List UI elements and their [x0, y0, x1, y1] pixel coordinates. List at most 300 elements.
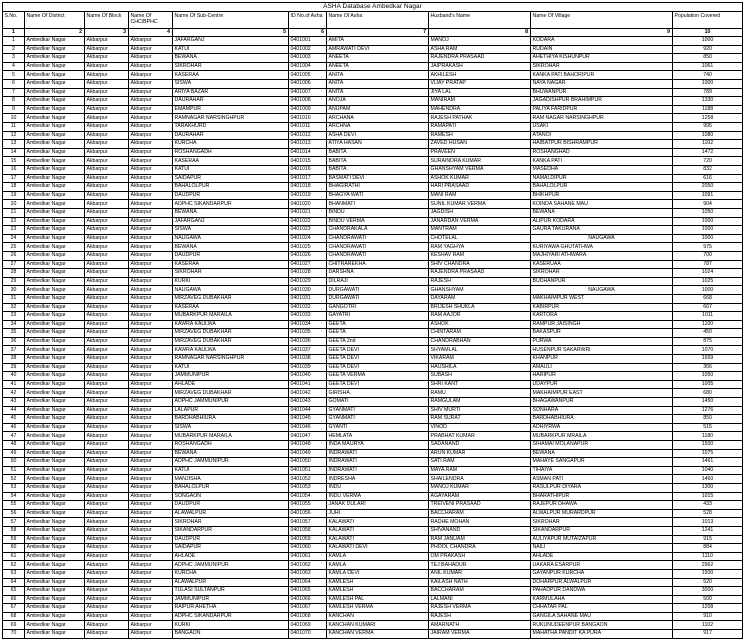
- cell-id-no: 0401063: [289, 569, 327, 578]
- cell-district: Ambedkar Nagar: [25, 380, 85, 389]
- cell-asha-name: KAMLA: [327, 561, 429, 570]
- cell-id-no: 0401029: [289, 277, 327, 286]
- table-row[interactable]: [3, 54, 743, 63]
- cell-asha-name: BINDU: [327, 208, 429, 217]
- cell-block: Akbarpur: [85, 346, 129, 355]
- cell-husband-name: SHYAMLAL: [429, 346, 531, 355]
- cell-population: 1300: [673, 483, 743, 492]
- cell-husband-name: RAJENDRA PRASAAD: [429, 54, 531, 63]
- cell-sno: 29: [3, 277, 25, 286]
- cell-chc-bphc: Akbarpur: [129, 569, 173, 578]
- table-row[interactable]: [3, 449, 743, 458]
- table-row[interactable]: [3, 569, 743, 578]
- cell-district: Ambedkar Nagar: [25, 518, 85, 527]
- table-row[interactable]: [3, 595, 743, 604]
- cell-id-no: 0401006: [289, 80, 327, 89]
- cell-asha-name: KAMLESH: [327, 587, 429, 596]
- cell-sno: 9: [3, 105, 25, 114]
- cell-chc-bphc: Akbarpur: [129, 415, 173, 424]
- table-row[interactable]: [3, 88, 743, 97]
- column-number-8: 8: [429, 28, 531, 37]
- cell-village: GAURA TAKURANA: [531, 226, 673, 235]
- table-row[interactable]: [3, 372, 743, 381]
- cell-husband-name: ANIL KUMAR: [429, 569, 531, 578]
- table-row[interactable]: [3, 157, 743, 166]
- cell-asha-name: ANEETA: [327, 62, 429, 71]
- cell-block: Akbarpur: [85, 466, 129, 475]
- cell-chc-bphc: Akbarpur: [129, 552, 173, 561]
- table-row[interactable]: [3, 234, 743, 243]
- cell-id-no: 0401024: [289, 234, 327, 243]
- table-row[interactable]: [3, 346, 743, 355]
- cell-sub-centre: BEWANA: [173, 243, 289, 252]
- table-row[interactable]: [3, 62, 743, 71]
- cell-block: Akbarpur: [85, 355, 129, 364]
- cell-sno: 66: [3, 595, 25, 604]
- table-row[interactable]: [3, 380, 743, 389]
- table-row[interactable]: [3, 406, 743, 415]
- table-row[interactable]: [3, 123, 743, 132]
- table-row[interactable]: [3, 466, 743, 475]
- cell-chc-bphc: Akbarpur: [129, 37, 173, 46]
- cell-chc-bphc: Akbarpur: [129, 423, 173, 432]
- cell-chc-bphc: Akbarpur: [129, 630, 173, 639]
- cell-block: Akbarpur: [85, 449, 129, 458]
- table-row[interactable]: [3, 578, 743, 587]
- cell-husband-name: RAJESH: [429, 277, 531, 286]
- table-row[interactable]: [3, 526, 743, 535]
- cell-population: 1000: [673, 37, 743, 46]
- cell-asha-name: KAMLESH VERMA: [327, 604, 429, 613]
- cell-sno: 18: [3, 183, 25, 192]
- cell-village: AMAULI: [531, 363, 673, 372]
- cell-district: Ambedkar Nagar: [25, 191, 85, 200]
- cell-id-no: 0401043: [289, 398, 327, 407]
- cell-chc-bphc: Akbarpur: [129, 587, 173, 596]
- cell-chc-bphc: Akbarpur: [129, 131, 173, 140]
- cell-district: Ambedkar Nagar: [25, 234, 85, 243]
- cell-husband-name: AGAYARAM: [429, 492, 531, 501]
- cell-population: 1070: [673, 346, 743, 355]
- cell-asha-name: GYANMATI: [327, 415, 429, 424]
- cell-population: 1061: [673, 62, 743, 71]
- cell-sno: 20: [3, 200, 25, 209]
- cell-district: Ambedkar Nagar: [25, 406, 85, 415]
- cell-asha-name: ARCHANA: [327, 114, 429, 123]
- table-row[interactable]: [3, 200, 743, 209]
- cell-village: KANKA PATI: [531, 157, 673, 166]
- table-row[interactable]: [3, 587, 743, 596]
- cell-asha-name: CHANDRAWATI: [327, 243, 429, 252]
- table-row[interactable]: [3, 191, 743, 200]
- cell-chc-bphc: Akbarpur: [129, 432, 173, 441]
- cell-sub-centre: KASERAA: [173, 303, 289, 312]
- cell-sub-centre: KATUI: [173, 363, 289, 372]
- table-row[interactable]: [3, 251, 743, 260]
- cell-husband-name: RAMU: [429, 389, 531, 398]
- table-row[interactable]: [3, 363, 743, 372]
- table-row[interactable]: [3, 286, 743, 295]
- table-row[interactable]: [3, 355, 743, 364]
- cell-chc-bphc: Akbarpur: [129, 54, 173, 63]
- cell-sno: 2: [3, 45, 25, 54]
- cell-district: Ambedkar Nagar: [25, 217, 85, 226]
- cell-sub-centre: KASERAA: [173, 71, 289, 80]
- cell-sno: 40: [3, 372, 25, 381]
- cell-asha-name: GYANMATI: [327, 406, 429, 415]
- table-row[interactable]: [3, 260, 743, 269]
- column-number-9: 9: [531, 28, 673, 37]
- cell-sno: 36: [3, 337, 25, 346]
- cell-sno: 53: [3, 483, 25, 492]
- cell-district: Ambedkar Nagar: [25, 630, 85, 639]
- cell-block: Akbarpur: [85, 148, 129, 157]
- table-row[interactable]: [3, 97, 743, 106]
- table-row[interactable]: [3, 475, 743, 484]
- table-row[interactable]: [3, 518, 743, 527]
- cell-sub-centre: KURCHA: [173, 140, 289, 149]
- table-row[interactable]: [3, 45, 743, 54]
- cell-block: Akbarpur: [85, 277, 129, 286]
- cell-village: NAUGAWA: [531, 234, 673, 243]
- cell-block: Akbarpur: [85, 251, 129, 260]
- cell-population: 1040: [673, 466, 743, 475]
- cell-chc-bphc: Akbarpur: [129, 226, 173, 235]
- cell-asha-name: ANUPAM: [327, 105, 429, 114]
- cell-chc-bphc: Akbarpur: [129, 329, 173, 338]
- cell-asha-name: INDRAWATI: [327, 466, 429, 475]
- cell-block: Akbarpur: [85, 501, 129, 510]
- cell-sno: 12: [3, 131, 25, 140]
- cell-chc-bphc: Akbarpur: [129, 294, 173, 303]
- cell-district: Ambedkar Nagar: [25, 475, 85, 484]
- table-row[interactable]: [3, 269, 743, 278]
- cell-sub-centre: BAHALOLPUR: [173, 483, 289, 492]
- cell-husband-name: RAJESH PATHAK: [429, 114, 531, 123]
- cell-sub-centre: KURKI: [173, 621, 289, 630]
- cell-husband-name: SADANAND: [429, 441, 531, 450]
- table-row[interactable]: [3, 389, 743, 398]
- cell-sub-centre: SISWA: [173, 226, 289, 235]
- cell-asha-name: INDRAWATI: [327, 449, 429, 458]
- cell-population: 1000: [673, 226, 743, 235]
- table-row[interactable]: [3, 329, 743, 338]
- cell-village: BEWANA: [531, 208, 673, 217]
- cell-id-no: 0401045: [289, 415, 327, 424]
- cell-sno: 39: [3, 363, 25, 372]
- cell-village: MUBARKPUR MRAILA: [531, 432, 673, 441]
- table-row[interactable]: [3, 509, 743, 518]
- cell-village: KODARA: [531, 37, 673, 46]
- table-row[interactable]: [3, 423, 743, 432]
- cell-sno: 64: [3, 578, 25, 587]
- cell-husband-name: RAM YAGHYA: [429, 243, 531, 252]
- cell-village: KOINDA SAHANE MAU: [531, 200, 673, 209]
- cell-sub-centre: KAWRA KAULWA: [173, 320, 289, 329]
- cell-block: Akbarpur: [85, 604, 129, 613]
- cell-village: ROSHANGHAD: [531, 148, 673, 157]
- cell-block: Akbarpur: [85, 114, 129, 123]
- cell-husband-name: AMARNATH: [429, 621, 531, 630]
- cell-block: Akbarpur: [85, 441, 129, 450]
- table-row[interactable]: [3, 294, 743, 303]
- cell-husband-name: BRIJESH SHUKLA: [429, 303, 531, 312]
- cell-population: 616: [673, 174, 743, 183]
- cell-village: HUSENPUR SAKARWRI: [531, 346, 673, 355]
- column-number-row: [3, 28, 743, 37]
- table-row[interactable]: [3, 604, 743, 613]
- cell-population: 1241: [673, 526, 743, 535]
- cell-village: GANGILA SAHANE MAU: [531, 612, 673, 621]
- cell-id-no: 0401016: [289, 166, 327, 175]
- cell-district: Ambedkar Nagar: [25, 123, 85, 132]
- cell-village: UDAYPUR: [531, 380, 673, 389]
- cell-husband-name: TREIVENI PRASAAD: [429, 501, 531, 510]
- cell-district: Ambedkar Nagar: [25, 561, 85, 570]
- cell-sno: 37: [3, 346, 25, 355]
- cell-sub-centre: BAHALOLPUR: [173, 183, 289, 192]
- cell-id-no: 0401021: [289, 208, 327, 217]
- cell-husband-name: SHIVANAND: [429, 526, 531, 535]
- cell-district: Ambedkar Nagar: [25, 286, 85, 295]
- cell-asha-name: JANAK DULARI: [327, 501, 429, 510]
- cell-id-no: 0401039: [289, 363, 327, 372]
- cell-sno: 3: [3, 54, 25, 63]
- cell-chc-bphc: Akbarpur: [129, 355, 173, 364]
- cell-sno: 23: [3, 226, 25, 235]
- cell-sub-centre: ADPHC JAMMUNIPUR: [173, 561, 289, 570]
- table-row[interactable]: [3, 621, 743, 630]
- cell-asha-name: INDRESHA: [327, 475, 429, 484]
- table-row[interactable]: [3, 552, 743, 561]
- cell-asha-name: KALAWATI: [327, 535, 429, 544]
- cell-husband-name: PRABHAT KUMAR: [429, 432, 531, 441]
- table-row[interactable]: [3, 320, 743, 329]
- table-row[interactable]: [3, 561, 743, 570]
- cell-husband-name: JAIRAM VERMA: [429, 630, 531, 639]
- cell-husband-name: SHAILENDRA: [429, 475, 531, 484]
- cell-population: 1091: [673, 191, 743, 200]
- cell-village: RUDAIN: [531, 45, 673, 54]
- cell-chc-bphc: Akbarpur: [129, 286, 173, 295]
- cell-sno: 44: [3, 406, 25, 415]
- cell-asha-name: KAMLESH PAL: [327, 595, 429, 604]
- cell-chc-bphc: Akbarpur: [129, 578, 173, 587]
- cell-sub-centre: RAIPUR AHETHA: [173, 604, 289, 613]
- cell-sub-centre: DAUDPUR: [173, 501, 289, 510]
- cell-district: Ambedkar Nagar: [25, 595, 85, 604]
- cell-village: BHUWANPUR: [531, 88, 673, 97]
- cell-husband-name: ASHA RAM: [429, 45, 531, 54]
- cell-husband-name: SUNIL KUMAR VERMA: [429, 200, 531, 209]
- cell-chc-bphc: Akbarpur: [129, 466, 173, 475]
- cell-block: Akbarpur: [85, 595, 129, 604]
- cell-sub-centre: SAIDAPUR: [173, 544, 289, 553]
- table-row[interactable]: [3, 148, 743, 157]
- table-row[interactable]: [3, 458, 743, 467]
- table-row[interactable]: [3, 166, 743, 175]
- cell-sub-centre: SISWA: [173, 423, 289, 432]
- table-row[interactable]: [3, 415, 743, 424]
- cell-husband-name: MANI RAM: [429, 191, 531, 200]
- table-row[interactable]: [3, 80, 743, 89]
- cell-husband-name: ZAVED HUSAN: [429, 140, 531, 149]
- cell-chc-bphc: Akbarpur: [129, 312, 173, 321]
- cell-asha-name: GEETA: [327, 329, 429, 338]
- cell-population: 1080: [673, 131, 743, 140]
- cell-sub-centre: ADPHC JAMMUNIPUR: [173, 458, 289, 467]
- table-row[interactable]: [3, 277, 743, 286]
- cell-district: Ambedkar Nagar: [25, 363, 85, 372]
- cell-block: Akbarpur: [85, 372, 129, 381]
- column-header-asha-name: Name Of Asha: [327, 11, 429, 28]
- cell-sno: 61: [3, 552, 25, 561]
- table-row[interactable]: [3, 312, 743, 321]
- table-row[interactable]: [3, 483, 743, 492]
- cell-sno: 1: [3, 37, 25, 46]
- cell-sub-centre: RAMNAGAR NARSINGHPUR: [173, 114, 289, 123]
- cell-id-no: 0401022: [289, 217, 327, 226]
- cell-district: Ambedkar Nagar: [25, 80, 85, 89]
- cell-husband-name: RAJESH VERMA: [429, 604, 531, 613]
- cell-district: Ambedkar Nagar: [25, 71, 85, 80]
- cell-village: PAHADPUR DANDWA: [531, 587, 673, 596]
- cell-district: Ambedkar Nagar: [25, 389, 85, 398]
- cell-block: Akbarpur: [85, 363, 129, 372]
- cell-population: 832: [673, 166, 743, 175]
- cell-population: 740: [673, 71, 743, 80]
- table-row[interactable]: [3, 544, 743, 553]
- cell-block: Akbarpur: [85, 526, 129, 535]
- cell-block: Akbarpur: [85, 45, 129, 54]
- cell-asha-name: CHANDRAWATI: [327, 251, 429, 260]
- table-row[interactable]: [3, 105, 743, 114]
- cell-id-no: 0401044: [289, 406, 327, 415]
- cell-sno: 16: [3, 166, 25, 175]
- cell-sub-centre: KATUI: [173, 466, 289, 475]
- cell-population: 500: [673, 595, 743, 604]
- cell-husband-name: SHRI KANT: [429, 380, 531, 389]
- column-header-population: Population Covered: [673, 11, 743, 28]
- cell-population: 3000: [673, 587, 743, 596]
- cell-chc-bphc: Akbarpur: [129, 526, 173, 535]
- cell-district: Ambedkar Nagar: [25, 183, 85, 192]
- cell-id-no: 0401065: [289, 587, 327, 596]
- cell-sub-centre: BARDHABHIURA: [173, 415, 289, 424]
- cell-husband-name: JANARDAN VERMA: [429, 217, 531, 226]
- cell-village: DOHARPUR ALWALPUR: [531, 578, 673, 587]
- cell-asha-name: GEETA DEVI: [327, 363, 429, 372]
- table-row[interactable]: [3, 217, 743, 226]
- cell-village: ALWALPUR MURARDPUR: [531, 509, 673, 518]
- table-row[interactable]: [3, 337, 743, 346]
- column-header-husband-name: Husband's Name: [429, 11, 531, 28]
- table-row[interactable]: [3, 131, 743, 140]
- cell-chc-bphc: Akbarpur: [129, 88, 173, 97]
- table-row[interactable]: [3, 183, 743, 192]
- table-row[interactable]: [3, 612, 743, 621]
- cell-block: Akbarpur: [85, 54, 129, 63]
- cell-block: Akbarpur: [85, 561, 129, 570]
- cell-population: 850: [673, 54, 743, 63]
- cell-id-no: 0401037: [289, 346, 327, 355]
- table-row[interactable]: [3, 303, 743, 312]
- cell-asha-name: KALAWATI DEVI: [327, 544, 429, 553]
- cell-district: Ambedkar Nagar: [25, 174, 85, 183]
- cell-husband-name: RAMAPATI: [429, 123, 531, 132]
- cell-sno: 48: [3, 441, 25, 450]
- cell-block: Akbarpur: [85, 312, 129, 321]
- table-row[interactable]: [3, 630, 743, 639]
- cell-sno: 55: [3, 501, 25, 510]
- column-number-1: 1: [3, 28, 25, 37]
- cell-chc-bphc: Akbarpur: [129, 234, 173, 243]
- cell-chc-bphc: Akbarpur: [129, 458, 173, 467]
- cell-population: 975: [673, 243, 743, 252]
- cell-sub-centre: DAURAHAR: [173, 131, 289, 140]
- table-row[interactable]: [3, 208, 743, 217]
- cell-village: AHETHIYA KISHUNPUR: [531, 54, 673, 63]
- table-row[interactable]: [3, 71, 743, 80]
- column-header-village: Name Of Village: [531, 11, 673, 28]
- cell-asha-name: DARSHNA: [327, 269, 429, 278]
- cell-village: KANKA PATI BAHORIPUR: [531, 71, 673, 80]
- cell-district: Ambedkar Nagar: [25, 372, 85, 381]
- table-row[interactable]: [3, 441, 743, 450]
- table-row[interactable]: [3, 432, 743, 441]
- cell-sub-centre: KAWRA KAULWA: [173, 346, 289, 355]
- table-body: [3, 37, 743, 639]
- cell-husband-name: BACCHARAM: [429, 587, 531, 596]
- cell-sno: 25: [3, 243, 25, 252]
- cell-block: Akbarpur: [85, 105, 129, 114]
- cell-block: Akbarpur: [85, 587, 129, 596]
- cell-chc-bphc: Akbarpur: [129, 380, 173, 389]
- cell-block: Akbarpur: [85, 569, 129, 578]
- cell-village: BHARATHIPUR: [531, 492, 673, 501]
- cell-asha-name: KANCHAN: [327, 612, 429, 621]
- table-row[interactable]: [3, 243, 743, 252]
- cell-village: PALIYA FARIDPUR: [531, 105, 673, 114]
- table-row[interactable]: [3, 501, 743, 510]
- cell-sno: 38: [3, 355, 25, 364]
- cell-husband-name: CHANDRABHAN: [429, 337, 531, 346]
- table-row[interactable]: [3, 226, 743, 235]
- cell-chc-bphc: Akbarpur: [129, 157, 173, 166]
- cell-id-no: 0401019: [289, 191, 327, 200]
- column-header-sno: S.No.: [3, 11, 25, 28]
- cell-district: Ambedkar Nagar: [25, 131, 85, 140]
- cell-chc-bphc: Akbarpur: [129, 183, 173, 192]
- cell-asha-name: GAYATRI: [327, 312, 429, 321]
- cell-block: Akbarpur: [85, 157, 129, 166]
- table-row[interactable]: [3, 398, 743, 407]
- cell-sub-centre: BEWANA: [173, 54, 289, 63]
- cell-block: Akbarpur: [85, 183, 129, 192]
- cell-asha-name: BHANMATI: [327, 200, 429, 209]
- cell-asha-name: KAMLA DEVI: [327, 569, 429, 578]
- table-row[interactable]: [3, 114, 743, 123]
- cell-village: RAJEPUR DHAWA: [531, 501, 673, 510]
- cell-husband-name: SATI RAM: [429, 458, 531, 467]
- table-row[interactable]: [3, 174, 743, 183]
- cell-chc-bphc: Akbarpur: [129, 398, 173, 407]
- cell-population: 1500: [673, 569, 743, 578]
- table-row[interactable]: [3, 535, 743, 544]
- table-row[interactable]: [3, 140, 743, 149]
- table-row[interactable]: [3, 37, 743, 46]
- table-row[interactable]: [3, 492, 743, 501]
